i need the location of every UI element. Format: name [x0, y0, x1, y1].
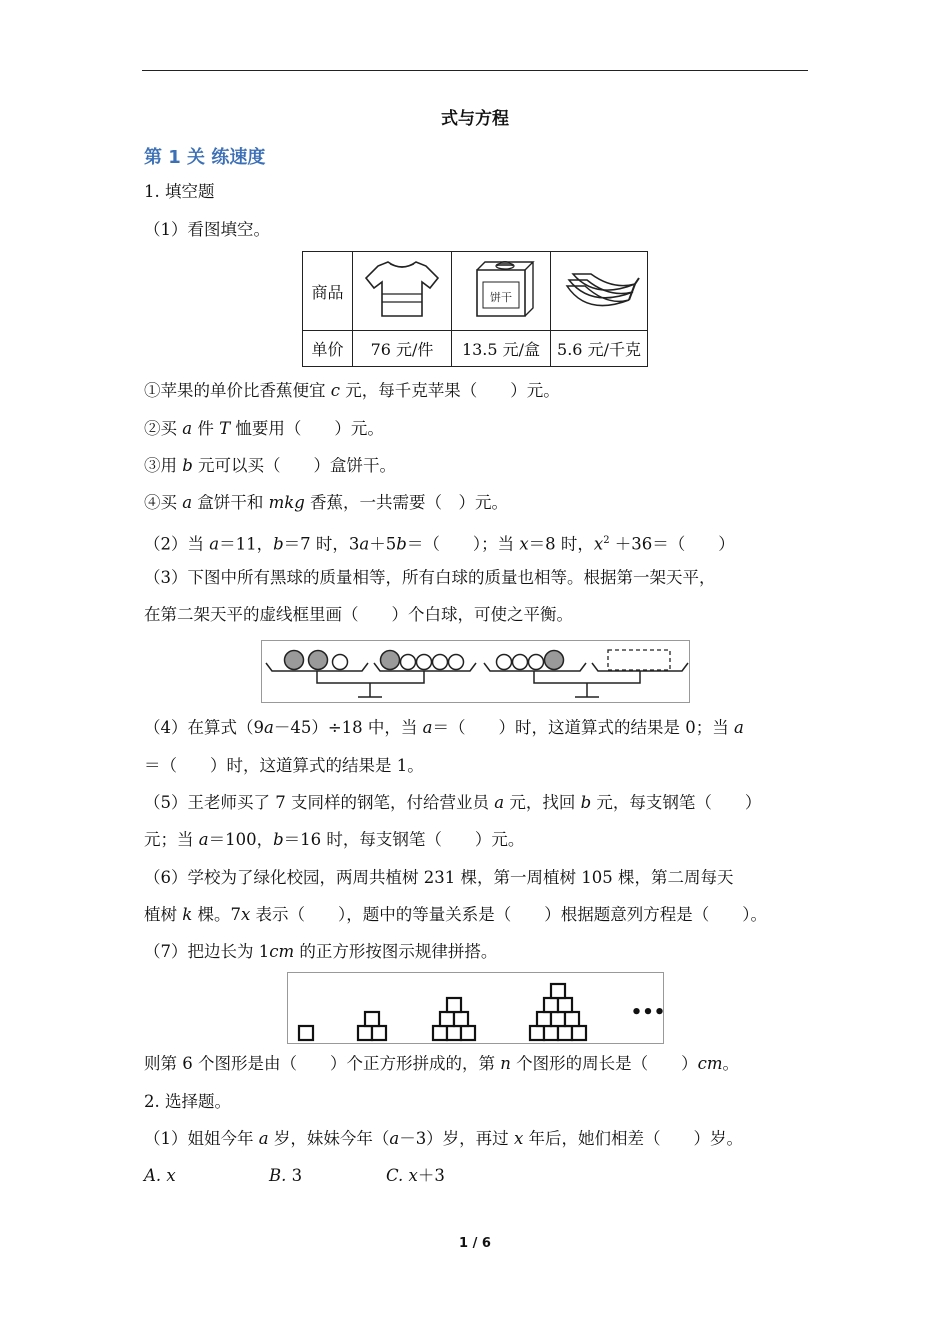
q1-a4: ④买 a 盒饼干和 mkg 香蕉，一共需要（ ）元。: [144, 493, 509, 512]
q1-part4-line1: （4）在算式（9a－45）÷18 中，当 a＝（ ）时，这道算式的结果是 0；当 a: [144, 718, 744, 737]
biscuit-box-label: 饼干: [490, 291, 512, 304]
table-label-price: 单价: [303, 331, 353, 367]
q1-part3-line2: 在第二架天平的虚线框里画（ ）个白球，可使之平衡。: [144, 605, 573, 624]
q1-part5-line1: （5）王老师买了 7 支同样的钢笔，付给营业员 a 元，找回 b 元，每支钢笔（ ）: [144, 793, 762, 812]
q1-a2: ②买 a 件 T 恤要用（ ）元。: [144, 419, 384, 438]
option-c[interactable]: C. x＋3: [386, 1166, 445, 1185]
q1-part3-line1: （3）下图中所有黑球的质量相等，所有白球的质量也相等。根据第一架天平，: [144, 568, 716, 587]
table-label-goods: 商品: [303, 252, 353, 331]
banana-icon: [557, 256, 641, 322]
q1-a1: ①苹果的单价比香蕉便宜 c 元，每千克苹果（ ）元。: [144, 381, 560, 400]
q2-part1: （1）姐姐今年 a 岁，妹妹今年（a－3）岁，再过 x 年后，她们相差（ ）岁。: [144, 1129, 743, 1148]
banana-picture: [551, 252, 648, 331]
continuation-dots: •••: [630, 1002, 663, 1023]
tshirt-price: 76 元/件: [353, 331, 452, 367]
q1-heading: 1. 填空题: [144, 182, 215, 201]
banana-price: 5.6 元/千克: [551, 331, 648, 367]
balance-scales-drawing: [262, 641, 689, 702]
q1-part7: （7）把边长为 1cm 的正方形按图示规律拼搭。: [144, 942, 498, 961]
q1-a3: ③用 b 元可以买（ ）盒饼干。: [144, 456, 397, 475]
tshirt-picture: [353, 252, 452, 331]
q1-part6-line1: （6）学校为了绿化校园，两周共植树 231 棵，第一周植树 105 棵，第二周每天: [144, 868, 734, 887]
q1-part6-line2: 植树 k 棵。7x 表示（ ），题中的等量关系是（ ）根据题意列方程是（ ）。: [144, 905, 768, 924]
biscuit-price: 13.5 元/盒: [452, 331, 551, 367]
page-number: 1 / 6: [459, 1236, 491, 1251]
section-heading: 第 1 关 练速度: [144, 147, 266, 168]
q1-part4-line2: ＝（ ）时，这道算式的结果是 1。: [144, 756, 424, 775]
q1-part5-line2: 元；当 a＝100，b＝16 时，每支钢笔（ ）元。: [144, 830, 525, 849]
square-pattern-drawing: [288, 973, 663, 1043]
goods-price-table: [302, 251, 648, 367]
q1-part7-answer: 则第 6 个图形是由（ ）个正方形拼成的，第 n 个图形的周长是（ ）cm。: [144, 1054, 740, 1073]
q1-part2: （2）当 a＝11，b＝7 时，3a＋5b＝（ ）；当 x＝8 时，$x^2 +36=$（ ）: [144, 534, 735, 554]
q2-heading: 2. 选择题。: [144, 1092, 231, 1111]
page-title: 式与方程: [441, 109, 509, 129]
square-pattern-figure: [287, 972, 664, 1044]
biscuit-box-icon: [459, 256, 543, 322]
tshirt-icon: [360, 256, 444, 322]
q1-part1: （1）看图填空。: [144, 220, 270, 239]
balance-scales-figure: [261, 640, 690, 703]
biscuit-picture: [452, 252, 551, 331]
option-a[interactable]: A. x: [144, 1166, 176, 1185]
option-b[interactable]: B. 3: [269, 1166, 303, 1185]
header-rule: [142, 70, 808, 71]
